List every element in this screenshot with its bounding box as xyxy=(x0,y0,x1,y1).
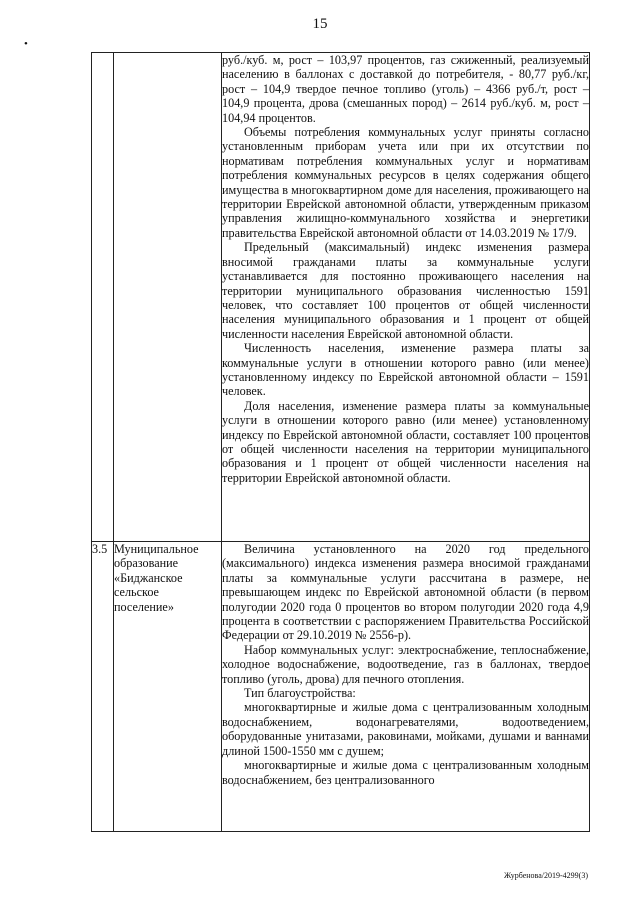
paragraph: руб./куб. м, рост – 103,97 процентов, газ сжиженный, реализуемый населению в баллонах с доставкой до потребителя, - 80,77 руб./кг, рост – 104,9 твердое печное топливо (уголь) – 4366 руб./т, рост – 104,9 процента, дрова (смешанных пород) – 2614 руб./куб. м, рост – 104,94 процентов. xyxy=(222,53,589,125)
table-row xyxy=(92,542,590,832)
paragraph: Численность населения, изменение размера платы за коммунальные услуги в отношении которого равно (или менее) установленному индексу по Еврейской автономной области – 1591 человек. xyxy=(222,341,589,399)
paragraph: Объемы потребления коммунальных услуг приняты согласно установленным приборам учета или при их отсутствии по нормативам потребления коммунальных услуг и нормативам потребления коммунальных ресурсов в целях содержания общего имущества в многоквартирном доме для населения, проживающего на территории Еврейской автономной области, утвержденным приказом управления жилищно-коммунального хозяйства и энергетики правительства Еврейской автономной области от 14.03.2019 № 17/9. xyxy=(222,125,589,240)
paragraph: Тип благоустройства: xyxy=(244,686,356,701)
footer-code: Журбенова/2019-4299(3) xyxy=(503,871,588,880)
paragraph: многоквартирные и жилые дома с централизованным холодным водоснабжением, без централизованного xyxy=(222,758,589,787)
row-name: Муниципальное образование «Биджанское сельское поселение» xyxy=(114,542,222,832)
row-name xyxy=(114,53,222,542)
paragraph: Предельный (максимальный) индекс изменения размера вносимой гражданами платы за коммунальные услуги устанавливается для постоянно проживающего населения на территории муниципального образования численностью 1591 человек, что составляет 100 процентов от общей численности населения муниципального образования и 1 процент от общей численности населения Еврейской автономной области. xyxy=(222,240,589,341)
row-number xyxy=(92,53,114,542)
row-number: 3.5 xyxy=(92,542,114,832)
row-text xyxy=(222,53,590,542)
margin-mark: • xyxy=(24,38,28,50)
table-row xyxy=(92,53,590,542)
page-number: 15 xyxy=(312,16,328,32)
paragraph: многоквартирные и жилые дома с централизованным холодным водоснабжением, водонагревателями, водоотведением, оборудованные унитазами, раковинами, мойками, душами и ваннами длиной 1500-1550 мм с душем; xyxy=(222,700,589,758)
row-text xyxy=(222,542,590,832)
paragraph: Набор коммунальных услуг: электроснабжение, теплоснабжение, холодное водоснабжение, водоотведение, газ в баллонах, твердое топливо (уголь, дрова) для печного отопления. xyxy=(222,642,589,686)
content-table xyxy=(91,52,590,832)
paragraph: Величина установленного на 2020 год предельного (максимального) индекса изменения размера вносимой гражданами платы за коммунальные услуги рассчитана в размере, не превышающем индекс по Еврейской автономной области (в первом полугодии 2020 года 0 процентов во втором полугодии 2020 года 4,9 процента в соответствии с распоряжением Правительства Российской Федерации от 29.10.2019 № 2556-р). xyxy=(222,542,589,643)
paragraph: Доля населения, изменение размера платы за коммунальные услуги в отношении которого равно (или менее) установленному индексу по Еврейской автономной области, составляет 100 процентов от общей численности населения на территории муниципального образования и 1 процент от общей численности населения на территории Еврейской автономной области. xyxy=(222,398,589,485)
